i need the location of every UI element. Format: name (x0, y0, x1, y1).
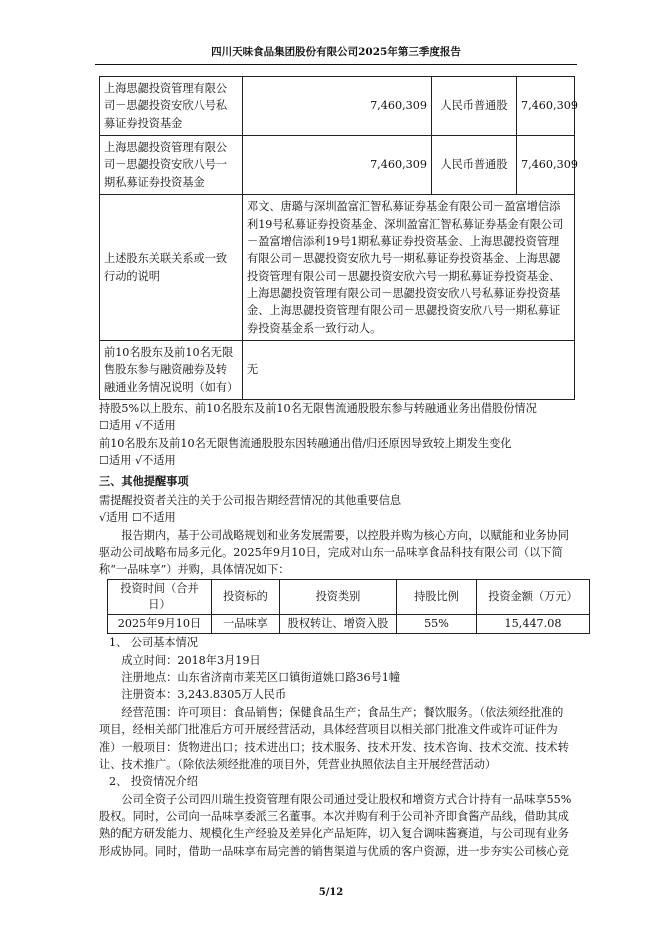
table-row (108, 615, 590, 634)
acquisition-paragraph: 报告期内，基于公司战略规划和业务发展需要，以控股并购为核心方向，以赋能和业务协同驱动公司战略布局多元化。2025年9月10日，完成对山东一品味享食品科技有限公司（以下简称“一品味享”）并购，具体情况如下： (99, 528, 569, 577)
company-capital: 注册资本：3,243.8305万人民币 (121, 688, 287, 702)
table-row (100, 341, 575, 400)
change-section-title: 前10名股东及前10名无限售流通股股东因转融通出借/归还原因导致较上期发生变化 (99, 436, 512, 450)
company-address: 注册地点：山东省济南市莱芜区口镇街道姚口路36号1幢 (121, 671, 401, 685)
margin-trading-text: 无 (243, 341, 575, 400)
share-quantity: 7,460,309 (517, 136, 575, 195)
margin-trading-label: 前10名股东及前10名无限售股东参与融资融券及转融通业务情况说明（如有） (100, 341, 243, 400)
table-cell: 一品味享 (212, 615, 280, 634)
shares-held: 7,460,309 (243, 136, 432, 195)
share-quantity: 7,460,309 (517, 77, 575, 136)
shareholder-table (99, 76, 578, 400)
table-cell: 2025年9月10日 (108, 615, 212, 634)
shareholder-name: 上海思勰投资管理有限公司－思勰投资安欣八号私募证券投资基金 (100, 77, 243, 136)
company-scope: 经营范围：许可项目：食品销售；保健食品生产；食品生产；餐饮服务。（依法须经批准的项目，经相关部门批准后方可开展经营活动，具体经营项目以相关部门批准文件或许可证件为准）一般项目：货物进出口；技术进出口；技术服务、技术开发、技术咨询、技术交流、技术转让、技术推广。（除依法须经批准的项目外，凭营业执照依法自主开展经营活动） (99, 705, 569, 771)
table-cell: 15,447.08 (477, 615, 590, 634)
lending-section-options: ☐适用 √不适用 (99, 419, 176, 433)
company-established: 成立时间：2018年3月19日 (121, 653, 261, 667)
shareholder-name: 上海思勰投资管理有限公司－思勰投资安欣八号一期私募证券投资基金 (100, 136, 243, 195)
related-parties-label: 上述股东关联关系或一致行动的说明 (100, 195, 243, 341)
table-header-row (108, 579, 590, 614)
investment-intro-text: 公司全资子公司四川瑞生投资管理有限公司通过受让股权和增资方式合计持有一品味享55%股权。同时，公司向一品味享委派三名董事。本次并购有利于公司补齐即食酱产品线，借助其成熟的配方研发能力、规模化生产经验及差异化产品矩阵，切入复合调味酱赛道，与公司现有业务形成协同。同时，借助一品味享布局完善的销售渠道与优质的客户资源，进一步夯实公司核心竞 (99, 792, 572, 858)
page-content (99, 76, 578, 860)
company-info-heading: 1、 公司基本情况 (109, 636, 198, 650)
section-options: √适用 ☐不适用 (99, 511, 176, 525)
lending-section-title: 持股5%以上股东、前10名股东及前10名无限售流通股股东参与转融通业务出借股份情况 (99, 402, 537, 416)
section-heading: 三、其他提醒事项 (99, 473, 189, 488)
column-header: 投资金额（万元） (477, 579, 590, 614)
page-header (95, 44, 577, 65)
table-row (100, 195, 575, 341)
column-header: 投资类别 (280, 579, 397, 614)
related-parties-text: 邓文、唐璐与深圳盈富汇智私募证券基金有限公司－盈富增信添利19号私募证券投资基金、深圳盈富汇智私募证券基金有限公司－盈富增信添利19号1期私募证券投资基金、上海思勰投资管理有限公司－思勰投资安欣九号一期私募证券投资基金、上海思勰投资管理有限公司－思勰投资安欣六号一期私募证券投资基金、上海思勰投资管理有限公司－思勰投资安欣八号私募证券投资基金、上海思勰投资管理有限公司－思勰投资安欣八号一期私募证券投资基金系一致行动人。 (243, 195, 575, 341)
section-intro: 需提醒投资者关注的关于公司报告期经营情况的其他重要信息 (99, 493, 402, 507)
shares-held: 7,460,309 (243, 77, 432, 136)
report-title: 四川天味食品集团股份有限公司2025年第三季度报告 (211, 46, 461, 58)
table-row (100, 136, 575, 195)
page-number: 5/12 (318, 887, 344, 898)
table-cell: 股权转让、增资入股 (280, 615, 397, 634)
table-row (100, 77, 575, 136)
investment-table (107, 579, 590, 635)
share-type: 人民币普通股 (432, 136, 517, 195)
change-section-options: ☐适用 √不适用 (99, 454, 176, 468)
table-cell: 55% (397, 615, 477, 634)
column-header: 投资标的 (212, 579, 280, 614)
column-header: 持股比例 (397, 579, 477, 614)
investment-intro-heading: 2、 投资情况介绍 (109, 775, 198, 789)
column-header: 投资时间（合并日） (108, 579, 212, 614)
share-type: 人民币普通股 (432, 77, 517, 136)
